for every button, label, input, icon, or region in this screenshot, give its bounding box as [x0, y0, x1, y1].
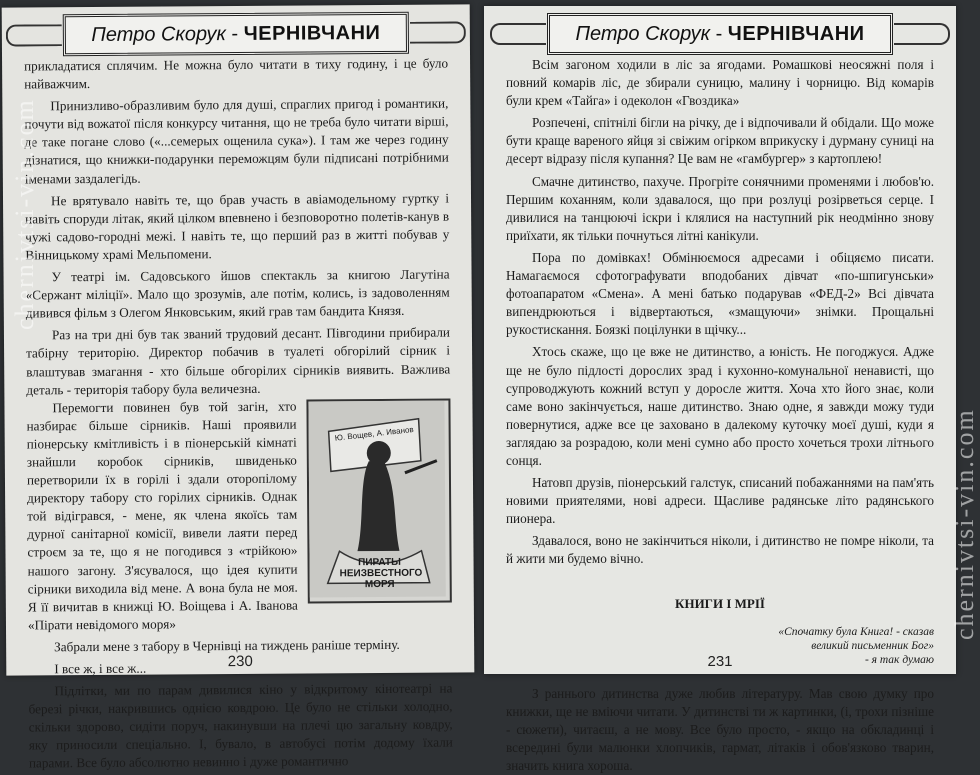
cover-title: ПИРАТЫ НЕИЗВЕСТНОГО МОРЯ: [339, 556, 423, 590]
paragraph: Всім загоном ходили в ліс за ягодами. Ромашкові неосяжні поля і повний комарів ліс, де збирали суницю, малину і чорницю. Від комарів були крем «Тайга» і одеколон «Гвоздика»: [506, 57, 934, 109]
paragraph: Хтось скаже, що це вже не дитинство, а юність. Не погоджуся. Адже ще не було підлості дорослих зрад і кухонно-комунальної ненависті, що супроводжують кожний вступ у доросле життя. Хоча хто його знає, коли саме воно закінчується, наше дитинство. Знаю одне, я завжди можу туди повернутися, адже все це заховано в далекому куточку моєї душі, куди я заглядаю за розрадою, коли мені сумно або просто хочеться трохи літнього сонця.: [506, 344, 934, 468]
paragraph: З раннього дитинства дуже любив літературу. Мав свою думку про книжки, ще не вміючи читати. У дитинстві ти ж картинки, (і, трохи пізніше - сюжети), читаєш, а не мову. Все було просто, - якщо на обкладинці і всередині були малюнки хлопчиків, гармат, літаків і обов'язково тварин, значить книга хороша.: [506, 685, 934, 773]
page-number: 230: [227, 652, 253, 671]
section-title: КНИГИ І МРІЇ: [675, 595, 765, 611]
paragraph: У театрі ім. Садовського йшов спектакль за книгою Лагутіна «Сержант міліції». Мало що зрозумів, але потім, колись, із задоволенням дивився фільм з Олегом Янковським, який грав там бандита Князя.: [25, 266, 450, 321]
epigraph-line: «Спочатку була Книга! - сказав: [778, 625, 934, 638]
header-title: ЧЕРНІВЧАНИ: [727, 22, 865, 45]
paragraph: Перемогти повинен був той загін, хто назбирає більше сірників. Наші проявили піонерську кмітливість і в піонерській кімнаті знайшли коробок сірників, швиденько перетворили їх в горілі і здали оторопілому директору табору сто горілих сірників. Однак той відігрався, - мене, як члена якоїсь там дурної санітарної комісії, вивели лаяти перед строєм за те, що я не погодився з «трійкою» нашого загону. З'ясувалося, що ідея купити сірники виходила від мене. А вона була не моя. Я її вичитав в книжці Ю. Воіщева і А. Іванова «Пірати невідомого моря»: [26, 398, 298, 633]
header-author: Петро Скорук: [91, 22, 226, 46]
header-separator: -: [710, 22, 728, 45]
paragraph: Здавалося, воно не закінчиться ніколи, і дитинство не помре ніколи, та й жити ми будемо вічно.: [506, 533, 934, 567]
epigraph-line: великий письменник Бог»: [811, 639, 934, 652]
paragraph: Смачне дитинство, пахуче. Прогріте сонячними променями і любов'ю. Першим коханням, коли здавалося, що при розлуці розірветься серце. І дивилися на танцюючі іскри і клялися на наступний рік неодмінно знову приїхати, як тільки почнуться літні канікули.: [506, 173, 934, 243]
paragraph: Натовп друзів, піонерський галстук, списаний побажаннями на пам'ять новими приятелями, нові адреси. Щасливе радянське літо радянського пионера.: [506, 475, 934, 527]
paragraph: Раз на три дні був так званий трудовий десант. Півгодини прибирали табірну територію. Директор побачив в туалеті обгорілий сірник і влаштував змагання - хто більше обгорілих сірників виявить. Важлива деталь - територія табору була величезна.: [26, 324, 451, 398]
paragraph: І все ж, і все ж...: [54, 660, 147, 677]
watermark: chernivtsi-vin.com: [950, 408, 979, 640]
left-page: [2, 4, 475, 771]
watermark: chernivtsi-vin.com: [10, 98, 39, 330]
paragraph: Підлітки, ми по парам дивилися кіно у відкритому кінотеатрі на березі річки, накрившись однією ковдрою. Це було не стільки холодно, скільки здорово, сидіти поруч, накинувши на плечі цю загальну ковдру, яку приносили спеціально. І, бувало, в автобусі потім додому їхали парами. Все було абсолютно невинно і дуже романтично: [28, 680, 453, 771]
paragraph: прикладатися сплячим. Не можна було читати в тиху годину, і це було найважчим.: [24, 55, 449, 92]
cover-authors: Ю. Вощев, А. Иванов: [334, 424, 415, 443]
page-number: 231: [707, 653, 733, 670]
paragraph: Розпечені, спітнілі бігли на річку, де і відпочивали й обідали. Що може бути краще вареного яйця зі свіжим огірком вприкуску і дурману суниці на десерт відразу після купання? Це вам не «гамбургер» з картоплею!: [506, 115, 934, 167]
header-title: ЧЕРНІВЧАНИ: [243, 21, 381, 45]
epigraph-line: - я так думаю: [864, 653, 934, 666]
page-header-banner: [547, 13, 893, 55]
paragraph: Принизливо-образливим було для душі, спраглих пригод і романтики, почути від вожатої після конкурсу читання, що не треба було читати вірші, де таке погане слово («...семерых ощенила сука»). І там же через годину дізнатися, що книжки-подарунки переможцям були підписані потрібними іменами заздалегідь.: [24, 95, 449, 187]
header-separator: -: [225, 22, 244, 45]
right-page: [484, 6, 956, 773]
paragraph: Пора по домівках! Обмінюємося адресами і обіцяємо писати. Намагаємося сфотографувати вподобаних дівчат «по-шпигунськи» фотоапаратом «Смена». А мені батько подарував «ФЕД-2» Всі дівчата випендрюються і відвертаються, «змащуючи» знімки. Прощальні рукостискання. Боязкі поцілунки в щічку...: [506, 249, 934, 338]
book-cover-illustration: [306, 398, 451, 603]
page-header-banner: [63, 12, 409, 56]
paragraph: Забрали мене з табору в Чернівці на тиждень раніше терміну.: [54, 636, 400, 655]
paragraph: Не врятувало навіть те, що брав участь в авіамодельному гуртку і навіть споруди літак, який цілком впевнено і безповоротно полетів-канув в чужі садово-городні межі. І навіть те, що перший раз в житті побував у Вінницькому храмі Мельпомени.: [25, 190, 450, 263]
header-author: Петро Скорук: [575, 22, 711, 45]
